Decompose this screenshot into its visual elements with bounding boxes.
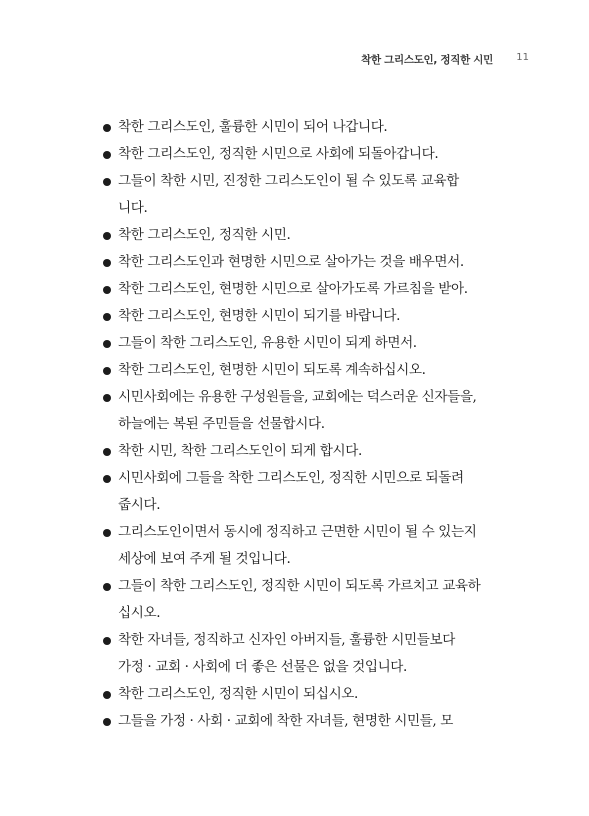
bullet-dot-icon <box>103 313 111 321</box>
list-item <box>96 114 526 141</box>
bullet-dot-icon <box>103 448 111 456</box>
list-item-text-line: 십시오. <box>118 605 161 621</box>
list-item <box>96 465 526 519</box>
list-item <box>96 627 526 681</box>
bullet-dot-icon <box>103 583 111 591</box>
list-item <box>96 303 526 330</box>
list-item <box>96 168 526 222</box>
list-item-text-line: 그리스도인이면서 동시에 정직하고 근면한 시민이 될 수 있는지 <box>118 524 477 540</box>
bullet-list <box>96 114 526 735</box>
running-header <box>0 50 589 70</box>
list-item <box>96 276 526 303</box>
list-item-text-line: 착한 그리스도인과 현명한 시민으로 살아가는 것을 배우면서. <box>118 254 464 270</box>
list-item-text-line: 가정 · 교회 · 사회에 더 좋은 선물은 없을 것입니다. <box>118 659 407 675</box>
list-item-text-line: 그들이 착한 그리스도인, 유용한 시민이 되게 하면서. <box>118 335 417 351</box>
list-item-text-line: 시민사회에 그들을 착한 그리스도인, 정직한 시민으로 되돌려 <box>118 470 464 486</box>
running-title: 착한 그리스도인, 정직한 시민 <box>361 54 493 66</box>
list-item-text-line: 착한 그리스도인, 정직한 시민. <box>118 227 291 243</box>
bullet-dot-icon <box>103 367 111 375</box>
list-item-text-line: 세상에 보여 주게 될 것입니다. <box>118 551 291 567</box>
list-item-text-line: 착한 시민, 착한 그리스도인이 되게 합시다. <box>118 443 362 459</box>
bullet-dot-icon <box>103 529 111 537</box>
list-item-text-line: 착한 그리스도인, 훌륭한 시민이 되어 나갑니다. <box>118 119 388 135</box>
list-item-text-line: 착한 자녀들, 정직하고 신자인 아버지들, 훌륭한 시민들보다 <box>118 632 455 648</box>
list-item-text-line: 시민사회에는 유용한 구성원들을, 교회에는 덕스러운 신자들을, <box>118 389 477 405</box>
bullet-dot-icon <box>103 259 111 267</box>
bullet-dot-icon <box>103 151 111 159</box>
list-item <box>96 438 526 465</box>
list-item <box>96 681 526 708</box>
list-item <box>96 249 526 276</box>
bullet-dot-icon <box>103 286 111 294</box>
bullet-dot-icon <box>103 718 111 726</box>
bullet-dot-icon <box>103 340 111 348</box>
list-item <box>96 330 526 357</box>
list-item <box>96 357 526 384</box>
list-item-text-line: 니다. <box>118 200 148 216</box>
bullet-dot-icon <box>103 394 111 402</box>
list-item-text-line: 착한 그리스도인, 현명한 시민이 되기를 바랍니다. <box>118 308 401 324</box>
bullet-dot-icon <box>103 232 111 240</box>
list-item <box>96 222 526 249</box>
list-item-text-line: 착한 그리스도인, 현명한 시민이 되도록 계속하십시오. <box>118 362 426 378</box>
bullet-dot-icon <box>103 475 111 483</box>
list-item-text-line: 착한 그리스도인, 현명한 시민으로 살아가도록 가르침을 받아. <box>118 281 468 297</box>
list-item-text-line: 착한 그리스도인, 정직한 시민이 되십시오. <box>118 686 358 702</box>
list-item <box>96 708 526 735</box>
list-item <box>96 141 526 168</box>
list-item-text-line: 그들을 가정 · 사회 · 교회에 착한 자녀들, 현명한 시민들, 모 <box>118 713 453 729</box>
list-item-text-line: 그들이 착한 그리스도인, 정직한 시민이 되도록 가르치고 교육하 <box>118 578 481 594</box>
list-item-text-line: 하늘에는 복된 주민들을 선물합시다. <box>118 416 325 432</box>
list-item <box>96 573 526 627</box>
list-item-text-line: 줍시다. <box>118 497 161 513</box>
list-item-text-line: 그들이 착한 시민, 진정한 그리스도인이 될 수 있도록 교육합 <box>118 173 459 189</box>
bullet-dot-icon <box>103 637 111 645</box>
bullet-dot-icon <box>103 178 111 186</box>
bullet-dot-icon <box>103 124 111 132</box>
list-item-text-line: 착한 그리스도인, 정직한 시민으로 사회에 되돌아갑니다. <box>118 146 439 162</box>
list-item <box>96 384 526 438</box>
bullet-dot-icon <box>103 691 111 699</box>
page-number: 11 <box>516 52 529 63</box>
list-item <box>96 519 526 573</box>
